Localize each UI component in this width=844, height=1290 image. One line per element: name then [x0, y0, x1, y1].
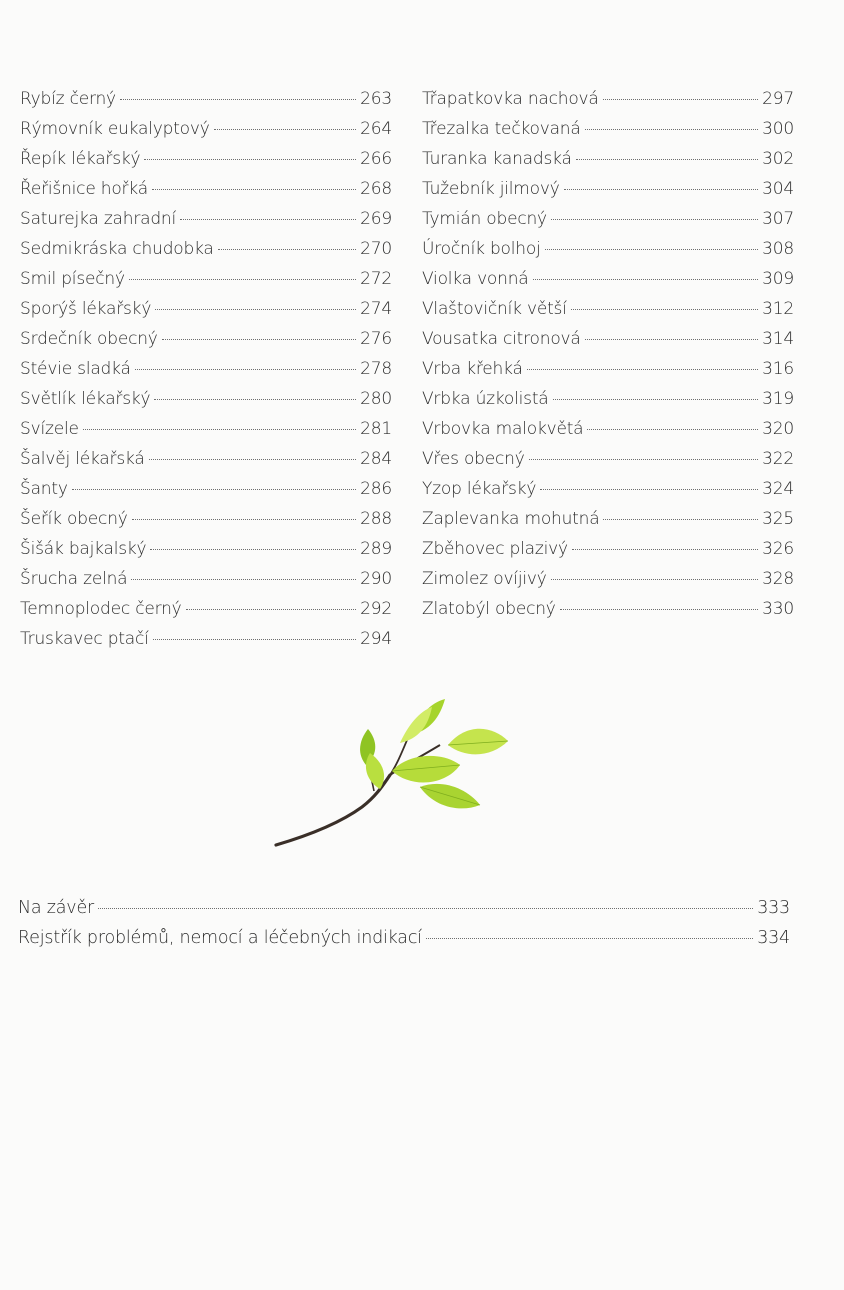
dot-leader — [214, 128, 357, 130]
toc-entry-page: 312 — [762, 299, 794, 319]
toc-row — [422, 564, 794, 594]
toc-entry-page: 307 — [762, 209, 794, 229]
dot-leader — [144, 158, 356, 160]
toc-row — [422, 204, 794, 234]
toc-entry-title: Vrbovka malokvětá — [422, 419, 584, 439]
toc-row — [422, 84, 794, 114]
dot-leader — [560, 608, 758, 610]
dot-leader — [131, 578, 356, 580]
toc-row — [20, 354, 392, 384]
toc-row — [20, 204, 392, 234]
toc-entry-title: Úročník bolhoj — [422, 239, 541, 259]
toc-entry-title: Třezalka tečkovaná — [422, 119, 581, 139]
toc-entry-title: Tymián obecný — [422, 209, 547, 229]
toc-row — [20, 264, 392, 294]
toc-entry-page: 334 — [757, 928, 790, 948]
dot-leader — [120, 98, 356, 100]
dot-leader — [218, 248, 356, 250]
toc-entry-page: 302 — [762, 149, 794, 169]
toc-entry-title: Šalvěj lékařská — [20, 449, 145, 469]
toc-entry-page: 325 — [762, 509, 794, 529]
toc-row — [422, 114, 794, 144]
toc-row — [18, 923, 790, 953]
toc-entry-title: Šrucha zelná — [20, 569, 128, 589]
toc-entry-page: 304 — [762, 179, 794, 199]
toc-row — [20, 384, 392, 414]
dot-leader — [603, 518, 758, 520]
toc-bottom — [18, 893, 790, 953]
toc-entry-title: Na závěr — [18, 898, 95, 918]
toc-entry-page: 288 — [360, 509, 392, 529]
toc-row — [20, 444, 392, 474]
dot-leader — [98, 907, 753, 909]
dot-leader — [135, 368, 356, 370]
toc-row — [422, 144, 794, 174]
dot-leader — [180, 218, 356, 220]
dot-leader — [553, 398, 759, 400]
toc-entry-title: Rybíz černý — [20, 89, 116, 109]
toc-entry-title: Třapatkovka nachová — [422, 89, 599, 109]
toc-row — [20, 474, 392, 504]
toc-row — [422, 294, 794, 324]
toc-row — [20, 114, 392, 144]
toc-entry-page: 274 — [360, 299, 392, 319]
dot-leader — [533, 278, 759, 280]
toc-entry-page: 290 — [360, 569, 392, 589]
toc-row — [20, 414, 392, 444]
toc-entry-title: Temnoplodec černý — [20, 599, 182, 619]
toc-entry-page: 278 — [360, 359, 392, 379]
toc-entry-title: Rejstřík problémů, nemocí a léčebných indikací — [18, 928, 422, 948]
toc-entry-title: Saturejka zahradní — [20, 209, 177, 229]
toc-entry-page: 314 — [762, 329, 794, 349]
dot-leader — [149, 458, 357, 460]
toc-entry-page: 284 — [360, 449, 392, 469]
toc-entry-title: Řepík lékařský — [20, 149, 141, 169]
toc-entry-title: Vřes obecný — [422, 449, 525, 469]
toc-row — [422, 384, 794, 414]
toc-entry-title: Smil písečný — [20, 269, 125, 289]
toc-entry-page: 333 — [757, 898, 790, 918]
toc-row — [422, 534, 794, 564]
toc-row — [422, 504, 794, 534]
toc-entry-page: 324 — [762, 479, 794, 499]
toc-row — [20, 324, 392, 354]
toc-entry-page: 286 — [360, 479, 392, 499]
toc-entry-title: Světlík lékařský — [20, 389, 151, 409]
toc-entry-page: 326 — [762, 539, 794, 559]
toc-row — [20, 624, 392, 654]
toc-entry-title: Rýmovník eukalyptový — [20, 119, 210, 139]
toc-entry-page: 297 — [762, 89, 794, 109]
toc-entry-title: Srdečník obecný — [20, 329, 158, 349]
toc-entry-title: Violka vonná — [422, 269, 529, 289]
toc-entry-title: Řeřišnice hořká — [20, 179, 148, 199]
toc-entry-title: Sporýš lékařský — [20, 299, 152, 319]
toc-entry-title: Zběhovec plazivý — [422, 539, 568, 559]
toc-entry-page: 289 — [360, 539, 392, 559]
toc-row — [422, 444, 794, 474]
toc-entry-page: 322 — [762, 449, 794, 469]
toc-row — [20, 174, 392, 204]
dot-leader — [603, 98, 759, 100]
toc-entry-page: 280 — [360, 389, 392, 409]
toc-entry-page: 281 — [360, 419, 392, 439]
toc-entry-page: 309 — [762, 269, 794, 289]
dot-leader — [426, 937, 753, 939]
toc-entry-title: Šanty — [20, 479, 68, 499]
toc-row — [422, 474, 794, 504]
toc-entry-page: 268 — [360, 179, 392, 199]
toc-entry-title: Vousatka citronová — [422, 329, 581, 349]
dot-leader — [572, 548, 758, 550]
toc-entry-page: 269 — [360, 209, 392, 229]
toc-entry-page: 264 — [360, 119, 392, 139]
toc-entry-title: Stévie sladká — [20, 359, 131, 379]
toc-entry-page: 276 — [360, 329, 392, 349]
toc-column-right — [422, 84, 794, 624]
dot-leader — [154, 398, 356, 400]
dot-leader — [571, 308, 758, 310]
toc-entry-page: 330 — [762, 599, 794, 619]
dot-leader — [152, 188, 356, 190]
toc-row — [422, 264, 794, 294]
toc-row — [20, 564, 392, 594]
toc-entry-page: 300 — [762, 119, 794, 139]
toc-entry-page: 308 — [762, 239, 794, 259]
toc-row — [20, 594, 392, 624]
toc-column-left — [20, 84, 392, 654]
dot-leader — [576, 158, 758, 160]
toc-entry-page: 319 — [762, 389, 794, 409]
toc-entry-title: Zaplevanka mohutná — [422, 509, 600, 529]
toc-entry-title: Vrbka úzkolistá — [422, 389, 549, 409]
toc-entry-title: Vlaštovičník větší — [422, 299, 567, 319]
toc-row — [20, 234, 392, 264]
toc-entry-title: Tužebník jilmový — [422, 179, 560, 199]
toc-entry-title: Zlatobýl obecný — [422, 599, 556, 619]
toc-row — [20, 144, 392, 174]
toc-row — [422, 354, 794, 384]
toc-row — [18, 893, 790, 923]
toc-entry-title: Turanka kanadská — [422, 149, 572, 169]
toc-entry-title: Šišák bajkalský — [20, 539, 147, 559]
toc-row — [422, 324, 794, 354]
birch-branch-icon — [270, 695, 520, 855]
dot-leader — [150, 548, 356, 550]
toc-entry-page: 266 — [360, 149, 392, 169]
toc-entry-page: 316 — [762, 359, 794, 379]
dot-leader — [153, 638, 356, 640]
toc-entry-title: Truskavec ptačí — [20, 629, 149, 649]
toc-row — [20, 84, 392, 114]
toc-entry-title: Sedmikráska chudobka — [20, 239, 214, 259]
toc-entry-page: 292 — [360, 599, 392, 619]
toc-entry-title: Šeřík obecný — [20, 509, 128, 529]
toc-row — [422, 594, 794, 624]
toc-entry-page: 328 — [762, 569, 794, 589]
toc-row — [20, 294, 392, 324]
toc-entry-title: Vrba křehká — [422, 359, 523, 379]
dot-leader — [551, 578, 759, 580]
dot-leader — [155, 308, 356, 310]
dot-leader — [551, 218, 758, 220]
dot-leader — [186, 608, 357, 610]
toc-row — [422, 414, 794, 444]
dot-leader — [129, 278, 356, 280]
toc-entry-page: 272 — [360, 269, 392, 289]
toc-entry-title: Zimolez ovíjivý — [422, 569, 547, 589]
dot-leader — [545, 248, 759, 250]
toc-entry-page: 263 — [360, 89, 392, 109]
toc-entry-page: 320 — [762, 419, 794, 439]
toc-row — [20, 534, 392, 564]
dot-leader — [587, 428, 758, 430]
dot-leader — [72, 488, 356, 490]
dot-leader — [132, 518, 356, 520]
toc-entry-title: Svízele — [20, 419, 79, 439]
dot-leader — [527, 368, 758, 370]
toc-entry-page: 270 — [360, 239, 392, 259]
toc-entry-page: 294 — [360, 629, 392, 649]
dot-leader — [585, 338, 759, 340]
toc-entry-title: Yzop lékařský — [422, 479, 537, 499]
dot-leader — [529, 458, 759, 460]
toc-row — [422, 234, 794, 264]
dot-leader — [540, 488, 758, 490]
toc-row — [20, 504, 392, 534]
toc-row — [422, 174, 794, 204]
dot-leader — [83, 428, 356, 430]
dot-leader — [585, 128, 759, 130]
dot-leader — [162, 338, 356, 340]
dot-leader — [564, 188, 759, 190]
